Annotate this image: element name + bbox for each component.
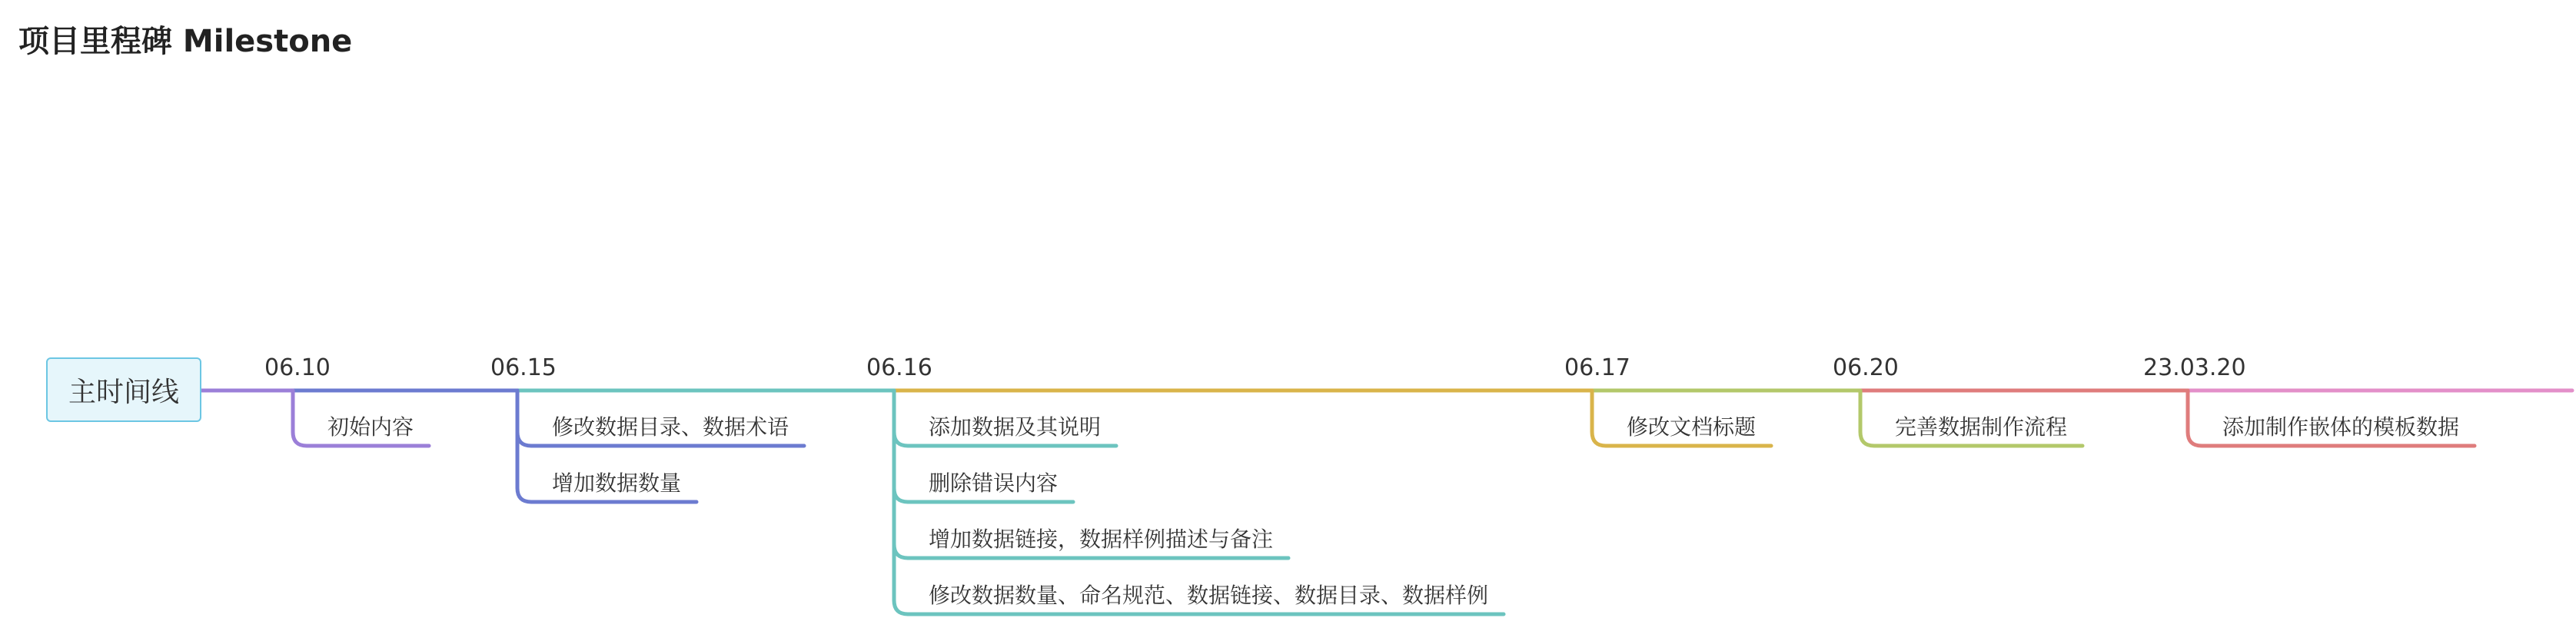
- milestone-date-label[interactable]: 06.15: [490, 354, 557, 381]
- milestone-task-label[interactable]: 完善数据制作流程: [1895, 414, 2068, 440]
- milestone-task-label[interactable]: 修改数据数量、命名规范、数据链接、数据目录、数据样例: [929, 583, 1489, 608]
- milestone-date-label[interactable]: 06.16: [866, 354, 932, 381]
- milestone-task-label[interactable]: 初始内容: [327, 414, 414, 440]
- root-node-label: 主时间线: [68, 376, 179, 408]
- milestone-task-label[interactable]: 修改数据目录、数据术语: [552, 414, 789, 440]
- milestone-task-label[interactable]: 添加制作嵌体的模板数据: [2222, 414, 2460, 440]
- milestone-task-label[interactable]: 修改文档标题: [1627, 414, 1757, 440]
- milestone-date-label[interactable]: 06.20: [1833, 354, 1899, 381]
- milestone-date-label[interactable]: 06.10: [264, 354, 331, 381]
- page-title: 项目里程碑 Milestone: [18, 24, 353, 59]
- milestone-task-label[interactable]: 添加数据及其说明: [929, 414, 1102, 440]
- milestone-date-label[interactable]: 23.03.20: [2143, 354, 2246, 381]
- root-node-main-timeline[interactable]: [46, 357, 201, 422]
- milestone-task-label[interactable]: 删除错误内容: [929, 470, 1059, 496]
- milestone-date-label[interactable]: 06.17: [1564, 354, 1630, 381]
- milestone-task-label[interactable]: 增加数据数量: [552, 470, 682, 496]
- milestone-task-label[interactable]: 增加数据链接，数据样例描述与备注: [929, 527, 1274, 552]
